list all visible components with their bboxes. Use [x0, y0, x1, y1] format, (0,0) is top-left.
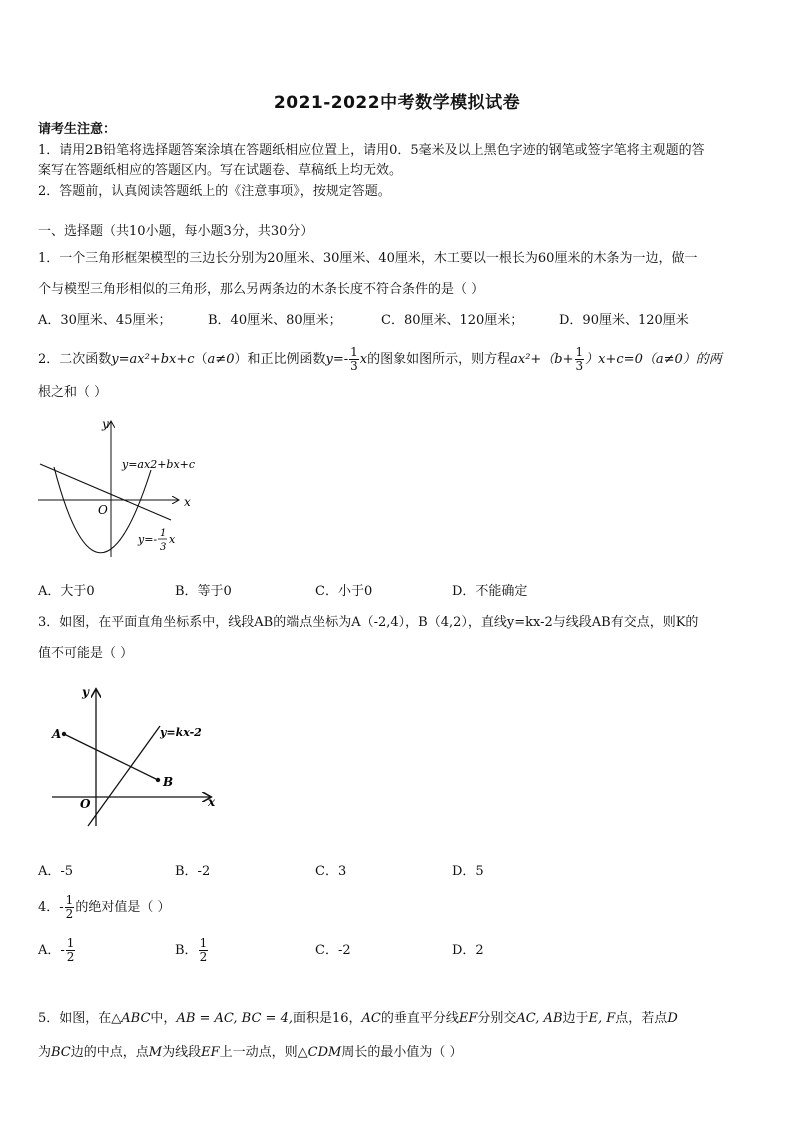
notice-item-1-line-2: 案写在答题纸相应的答题区内。写在试题卷、草稿纸上均无效。 [38, 163, 403, 178]
q2-equation-fraction: $\frac{1}{3}$ [575, 345, 584, 373]
section-1-heading: 一、选择题（共10小题，每小题3分，共30分） [38, 224, 314, 239]
question-4-option-a: A．- $\frac{1}{2}$ [38, 936, 75, 964]
q2-line-label-prefix: y=- [138, 533, 158, 546]
q2-fraction-one-third: $\frac{1}{3}$ [350, 345, 358, 373]
question-1-line-1: 1．一个三角形框架模型的三边长分别为20厘米、30厘米、40厘米，木工要以一根长为60厘米的木条为一边，做一 [38, 251, 698, 266]
question-2-line-1 [38, 346, 760, 373]
question-4-option-d: D．2 [452, 943, 484, 958]
q2-equation-a: ax²+（b+ [510, 352, 574, 367]
question-3-option-b: B．-2 [175, 864, 211, 879]
q4-prefix: 4．- [38, 900, 64, 915]
q2-equation-b: ）x+c=0（a≠0）的两 [585, 352, 722, 367]
question-1-options [38, 311, 760, 331]
question-4-stem [38, 890, 760, 926]
question-2-option-b: B．等于0 [175, 584, 232, 599]
question-2-option-c: C．小于0 [315, 584, 373, 599]
notice-heading: 请考生注意： [38, 122, 117, 137]
q3-point-b-dot [156, 778, 160, 782]
q5-triangle-abc: △ABC [111, 1011, 151, 1026]
question-3-option-a: A．-5 [38, 864, 74, 879]
question-2-option-a: A．大于0 [38, 584, 95, 599]
q2-y-label: y [102, 417, 109, 431]
q3-point-a-dot [62, 732, 66, 736]
notice-item-2: 2．答题前，认真阅读答题纸上的《注意事项》，按规定答题。 [38, 184, 391, 199]
q3-point-b-label: B [163, 775, 174, 789]
question-2-options [38, 582, 760, 602]
q3-origin-label: O [80, 797, 91, 811]
q2-parabola-label: y=ax2+bx+c [122, 458, 196, 471]
q2-text-4: 的图象如图所示，则方程 [367, 352, 511, 367]
q2-condition: a≠0 [207, 352, 235, 367]
question-4-option-b: B． $\frac{1}{2}$ [175, 936, 208, 964]
q3-y-label: y [82, 685, 89, 699]
q3-line-label: y=kx-2 [160, 726, 202, 739]
question-3-figure [48, 680, 228, 830]
q2-linear-formula-b: x [359, 352, 368, 367]
q2-linear-formula-a: y=- [325, 352, 349, 367]
q2-line-label-suffix: x [169, 533, 176, 546]
question-3-options [38, 862, 760, 882]
notice-item-1-line-1: 1．请用2B铅笔将选择题答案涂填在答题纸相应位置上，请用0．5毫米及以上黑色字迹的钢笔或签字笔将主观题的答 [38, 143, 705, 158]
q3-segment-ab [64, 734, 158, 780]
q5-condition: AB = AC, BC = 4, [176, 1011, 293, 1026]
q4-suffix: 的绝对值是（ ） [75, 900, 171, 915]
q2-text-2: （ [194, 352, 208, 367]
question-5-line-1: 5．如图，在△ABC中，AB = AC, BC = 4,面积是16，AC的垂直平分线EF分别交AC, AB边于E, F点，若点D [38, 1011, 678, 1026]
q2-quadratic-formula: y=ax²+bx+c [111, 352, 195, 367]
question-4-option-c: C．-2 [315, 943, 351, 958]
question-3-option-c: C．3 [315, 864, 347, 879]
question-3-option-d: D．5 [452, 864, 484, 879]
question-1-option-a: A．30厘米、45厘米； [38, 313, 172, 328]
q2-origin-label: O [98, 503, 108, 517]
question-2-figure [36, 412, 206, 562]
q2-text-1: 2．二次函数 [38, 352, 112, 367]
q2-text-3: ）和正比例函数 [234, 352, 326, 367]
question-4-options [38, 934, 760, 968]
q2-line-label-den: 3 [160, 542, 167, 553]
q2-x-label: x [184, 495, 191, 509]
question-2-line-2: 根之和（ ） [38, 385, 108, 400]
question-2-option-d: D．不能确定 [452, 584, 528, 599]
question-3-line-1: 3．如图，在平面直角坐标系中，线段AB的端点坐标为A（-2,4），B（4,2），直线y=kx-2与线段AB有交点，则K的 [38, 615, 699, 630]
question-3-line-2: 值不可能是（ ） [38, 646, 134, 661]
page-title: 2021-2022中考数学模拟试卷 [273, 93, 521, 113]
q3-x-label: x [208, 795, 216, 809]
question-1-option-c: C．80厘米、120厘米； [381, 313, 524, 328]
q4-fraction: $\frac{1}{2}$ [65, 893, 74, 921]
q3-point-a-label: A [52, 727, 62, 741]
question-5-line-2: 为BC边的中点，点M为线段EF上一动点，则△CDM周长的最小值为（ ） [38, 1045, 463, 1060]
q2-line-label-num: 1 [160, 528, 167, 539]
q5-triangle-cdm: △CDM [297, 1045, 342, 1060]
question-1-option-d: D．90厘米、120厘米 [559, 313, 689, 328]
question-1-line-2: 个与模型三角形相似的三角形，那么另两条边的木条长度不符合条件的是（ ） [38, 282, 485, 297]
question-1-option-b: B．40厘米、80厘米； [208, 313, 342, 328]
